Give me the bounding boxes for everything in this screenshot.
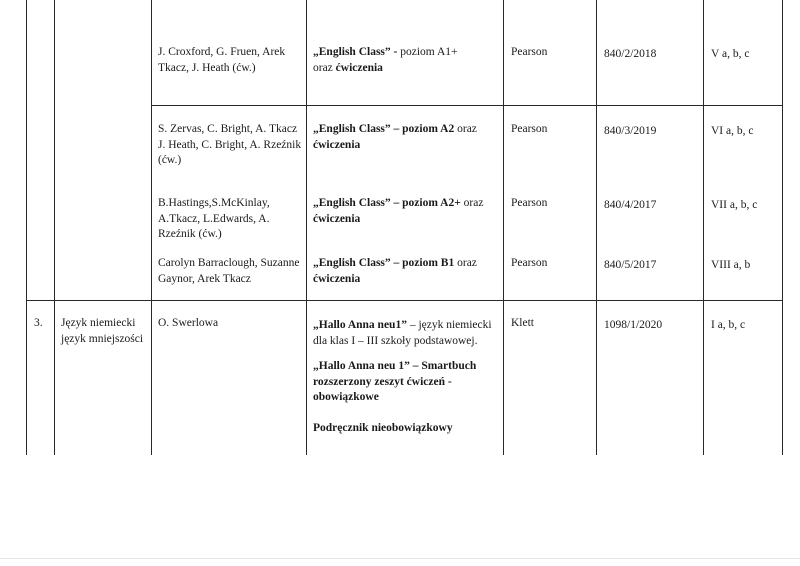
german-authors: O. Swerlowa <box>158 317 219 329</box>
row-a2-classes: VI a, b, c <box>711 125 754 137</box>
column-divider-3 <box>306 0 307 455</box>
title-connector: oraz <box>313 61 336 74</box>
column-divider-4 <box>503 0 504 455</box>
row-a2plus-classes: VII a, b, c <box>711 199 758 211</box>
column-divider-6 <box>703 0 704 455</box>
book-title: „English Class” – poziom B1 <box>313 257 455 269</box>
row-b1-title <box>313 256 501 287</box>
row-a2-authors <box>158 122 303 169</box>
book-subject: – język niemiecki <box>406 319 492 331</box>
subject-line: Język niemiecki <box>61 317 136 329</box>
authors-line: S. Zervas, C. Bright, A. Tkacz <box>158 123 298 135</box>
subject-line: język mniejszości <box>61 332 144 345</box>
book-description: dla klas I – III szkoły podstawowej. <box>313 334 478 347</box>
optional-textbook-note: Podręcznik nieobowiązkowy <box>313 421 453 434</box>
book-title: „English Class” - <box>313 46 401 58</box>
row-a2plus-publisher: Pearson <box>511 197 548 209</box>
page-bottom-edge <box>0 558 800 559</box>
column-divider-5 <box>596 0 597 455</box>
row-a2plus-number: 840/4/2017 <box>604 199 657 211</box>
row-b1-classes: VIII a, b <box>711 259 751 271</box>
german-number: 1098/1/2020 <box>604 319 663 331</box>
row-a2-title <box>313 122 501 153</box>
book-title: „English Class” – poziom A2+ <box>313 197 461 209</box>
german-classes: I a, b, c <box>711 319 746 331</box>
row-a1plus-publisher: Pearson <box>511 46 548 58</box>
table-border-left <box>26 0 27 455</box>
authors-line: A.Tkacz, L.Edwards, A. <box>158 212 270 225</box>
smartbuch-title: „Hallo Anna neu 1” – Smartbuch <box>313 360 477 372</box>
german-publisher: Klett <box>511 317 534 329</box>
column-divider-1 <box>54 0 55 455</box>
book-title: „English Class” – poziom A2 <box>313 123 455 135</box>
row-b1-authors <box>158 256 303 287</box>
row-a1plus-classes: V a, b, c <box>711 48 750 60</box>
smartbuch-status: obowiązkowe <box>313 391 379 403</box>
column-divider-2 <box>151 0 152 455</box>
authors-line: (ćw.) <box>158 154 182 166</box>
row-divider-a2 <box>151 105 783 106</box>
book-title: „Hallo Anna neu1” <box>313 319 407 331</box>
book-level: poziom A1+ <box>400 46 458 58</box>
authors-line: J. Heath, C. Bright, A. Rzeźnik <box>158 138 302 151</box>
authors-line: Gaynor, Arek Tkacz <box>158 272 251 285</box>
section-number: 3. <box>34 317 43 329</box>
title-connector: oraz <box>454 123 477 135</box>
subject-name <box>61 316 151 347</box>
row-b1-number: 840/5/2017 <box>604 259 657 271</box>
german-title <box>313 318 503 436</box>
row-a2-publisher: Pearson <box>511 123 548 135</box>
row-a1plus-number: 840/2/2018 <box>604 48 657 60</box>
authors-line: Tkacz, J. Heath (ćw.) <box>158 61 256 74</box>
exercises-label: ćwiczenia <box>313 212 361 225</box>
row-a1plus-title <box>313 45 501 76</box>
row-a2-number: 840/3/2019 <box>604 125 657 137</box>
authors-line: J. Croxford, G. Fruen, Arek <box>158 46 286 58</box>
row-a2plus-authors <box>158 196 303 243</box>
smartbuch-description: rozszerzony zeszyt ćwiczeń - <box>313 375 452 388</box>
authors-line: Carolyn Barraclough, Suzanne <box>158 257 300 269</box>
authors-line: Rzeźnik (ćw.) <box>158 228 222 240</box>
row-divider-section-3 <box>26 300 783 301</box>
exercises-label: ćwiczenia <box>313 138 361 151</box>
row-a2plus-title <box>313 196 501 227</box>
title-connector: oraz <box>454 257 477 269</box>
row-b1-publisher: Pearson <box>511 257 548 269</box>
row-a1plus-authors <box>158 45 303 76</box>
exercises-label: ćwiczenia <box>313 272 361 285</box>
table-border-right <box>782 0 783 455</box>
authors-line: B.Hastings,S.McKinlay, <box>158 197 270 209</box>
title-connector: oraz <box>460 197 484 209</box>
exercises-label: ćwiczenia <box>335 61 383 74</box>
